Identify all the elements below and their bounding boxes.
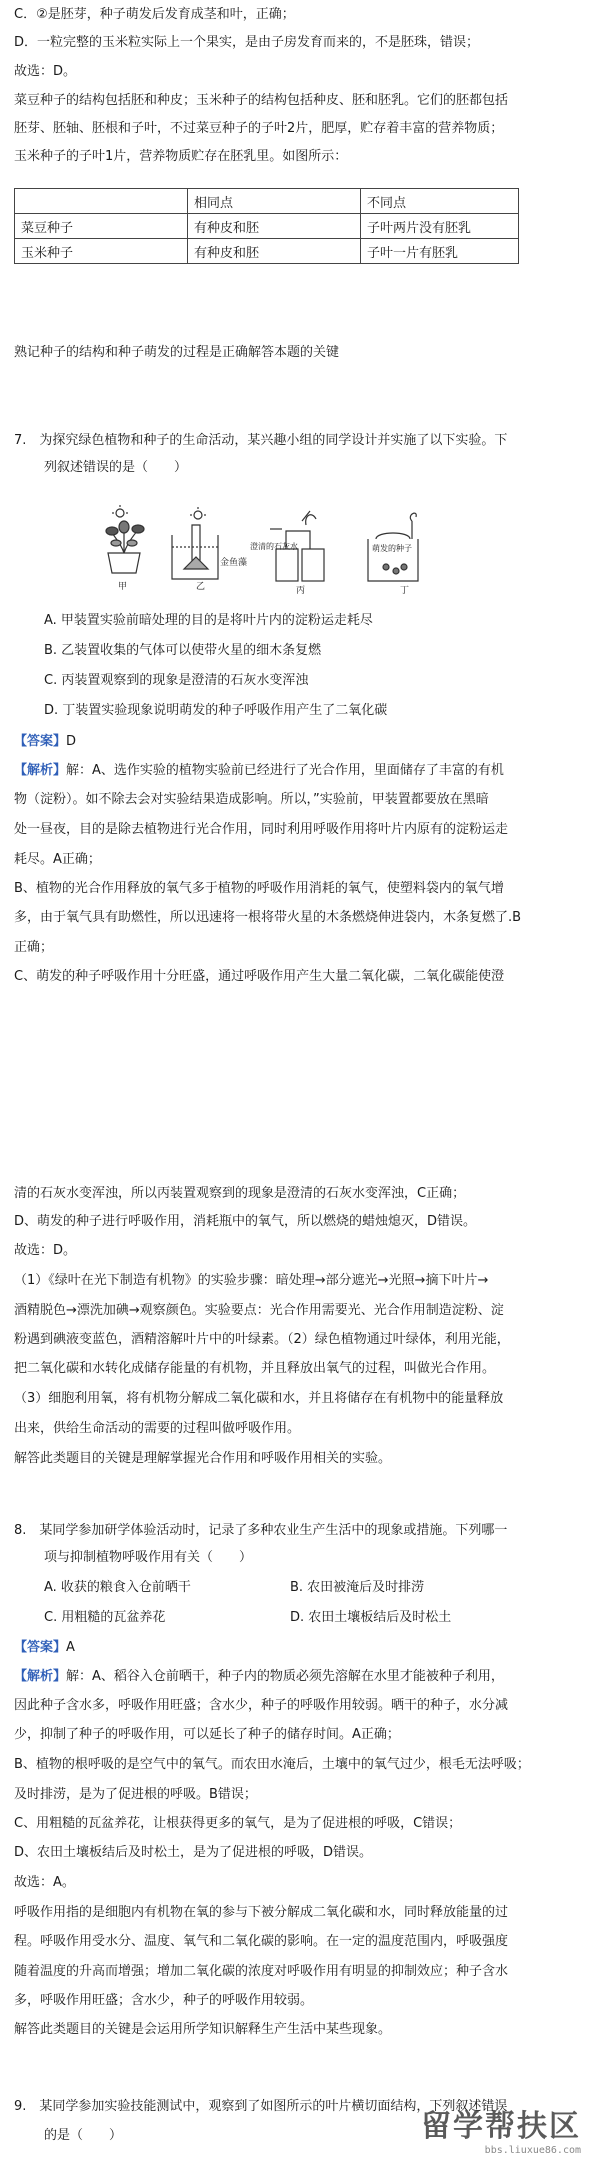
table-cell: 菜豆种子 — [15, 214, 188, 239]
analysis-line: 多，由于氧气具有助燃性，所以迅速将一根将带火星的木条燃烧伸进袋内，木条复燃了.B — [14, 910, 522, 925]
analysis-line: 程。呼吸作用受水分、温度、氧气和二氧化碳的影响。在一定的温度范围内，呼吸强度 — [14, 1934, 509, 1949]
key-point: 解答此类题目的关键是会运用所学知识解释生产生活中某些现象。 — [14, 2022, 392, 2037]
analysis-line — [14, 1668, 504, 1686]
option-c: C. 用粗糙的瓦盆养花 — [44, 1610, 166, 1625]
analysis-line: C、用粗糙的瓦盆养花，让根获得更多的氧气，是为了促进根的呼吸，C错误； — [14, 1816, 462, 1831]
figure-label-jia: 甲 — [118, 582, 128, 592]
site-watermark — [421, 2101, 581, 2156]
option-d: D. 丁装置实验现象说明萌发的种子呼吸作用产生了二氧化碳 — [44, 703, 388, 718]
text-line: 菜豆种子的结构包括胚和种皮；玉米种子的结构包括种皮、胚和胚乳。它们的胚都包括 — [14, 93, 509, 108]
analysis-tag: 【解析】 — [14, 1669, 67, 1684]
option-b: B. 农田被淹后及时排涝 — [290, 1580, 425, 1595]
answer-tag: 【答案】 — [14, 1640, 67, 1655]
question-stem: 列叙述错误的是（ ） — [44, 460, 188, 475]
analysis-line: 酒精脱色→漂洗加碘→观察颜色。实验要点：光合作用需要光、光合作用制造淀粉、淀 — [14, 1303, 504, 1318]
table-header-cell: 不同点 — [361, 189, 519, 214]
table-cell: 子叶两片没有胚乳 — [361, 214, 519, 239]
text-line: 胚芽、胚轴、胚根和子叶，不过菜豆种子的子叶2片，肥厚，贮存着丰富的营养物质； — [14, 121, 504, 136]
seed-comparison-table — [14, 188, 519, 264]
question-stem: 8. 某同学参加研学体验活动时，记录了多种农业生产生活中的现象或措施。下列哪一 — [14, 1523, 508, 1538]
key-point: 解答此类题目的关键是理解掌握光合作用和呼吸作用相关的实验。 — [14, 1451, 392, 1466]
analysis-line: 随着温度的升高而增强；增加二氧化碳的浓度对呼吸作用有明显的抑制效应；种子含水 — [14, 1964, 509, 1979]
option-c: C. 丙装置观察到的现象是澄清的石灰水变浑浊 — [44, 673, 309, 688]
analysis-text: 解：A、选作实验的植物实验前已经进行了光合作用，里面储存了丰富的有机 — [66, 763, 504, 778]
question-stem: 的是（ ） — [44, 2128, 123, 2143]
analysis-line: 处一昼夜，目的是除去植物进行光合作用，同时利用呼吸作用将叶片内原有的淀粉运走 — [14, 822, 509, 837]
figure-label-bing: 丙 — [296, 586, 306, 595]
text-line: D．一粒完整的玉米粒实际上一个果实，是由子房发育而来的，不是胚珠，错误； — [14, 35, 480, 50]
setup-yi — [172, 507, 218, 579]
analysis-line: 呼吸作用指的是细胞内有机物在氧的参与下被分解成二氧化碳和水，同时释放能量的过 — [14, 1905, 509, 1920]
figure-label-limewater: 澄清的石灰水 — [250, 542, 298, 551]
text-line: C．②是胚芽，种子萌发后发育成茎和叶，正确； — [14, 7, 295, 22]
analysis-tag: 【解析】 — [14, 763, 67, 778]
analysis-line: （1）《绿叶在光下制造有机物》的实验步骤：暗处理→部分遮光→光照→摘下叶片→ — [14, 1273, 489, 1288]
key-point: 熟记种子的结构和种子萌发的过程是正确解答本题的关键 — [14, 345, 340, 360]
figure-label-yi: 乙 — [196, 582, 206, 592]
answer-line — [14, 1639, 75, 1657]
table-header-cell — [15, 189, 188, 214]
figure-label-ding: 丁 — [400, 586, 410, 595]
analysis-line: 故选：D。 — [14, 1243, 77, 1258]
answer-line — [14, 733, 76, 751]
analysis-text: 解：A、稻谷入仓前晒干，种子内的物质必须先溶解在水里才能被种子利用， — [66, 1669, 504, 1684]
text-line: 故选：D。 — [14, 64, 77, 79]
table-cell: 有种皮和胚 — [188, 239, 361, 264]
analysis-line: 及时排涝，是为了促进根的呼吸。B错误； — [14, 1787, 257, 1802]
experiment-figure — [100, 505, 460, 595]
watermark-logo-text: 留学帮扶区 — [421, 2109, 581, 2144]
analysis-line: （3）细胞利用氧，将有机物分解成二氧化碳和水，并且将储存在有机物中的能量释放 — [14, 1391, 504, 1406]
analysis-line: 出来，供给生命活动的需要的过程叫做呼吸作用。 — [14, 1421, 301, 1436]
table-cell: 有种皮和胚 — [188, 214, 361, 239]
question-stem: 项与抑制植物呼吸作用有关（ ） — [44, 1550, 253, 1565]
analysis-line: 把二氧化碳和水转化成储存能量的有机物，并且释放出氧气的过程，叫做光合作用。 — [14, 1361, 496, 1376]
analysis-line: 物（淀粉）。如不除去会对实验结果造成影响。所以，”实验前，甲装置都要放在黑暗 — [14, 792, 489, 807]
analysis-line: B、植物的根呼吸的是空气中的氧气。而农田水淹后，土壤中的氧气过少，根毛无法呼吸； — [14, 1757, 530, 1772]
figure-label-seeds: 萌发的种子 — [372, 544, 412, 553]
option-a: A. 收获的粮食入仓前晒干 — [44, 1580, 191, 1595]
analysis-line: D、萌发的种子进行呼吸作用，消耗瓶中的氧气，所以燃烧的蜡烛熄灭，D错误。 — [14, 1214, 477, 1229]
setup-jia — [106, 505, 144, 573]
question-stem: 7. 为探究绿色植物和种子的生命活动，某兴趣小组的同学设计并实施了以下实验。下 — [14, 433, 508, 448]
table-row — [15, 239, 519, 264]
watermark-url: bbs.liuxue86.com — [484, 2145, 581, 2156]
question-stem: 9. 某同学参加实验技能测试中，观察到了如图所示的叶片横切面结构，下列叙述错误 — [14, 2099, 508, 2114]
answer-value: A — [66, 1640, 75, 1655]
analysis-line: B、植物的光合作用释放的氧气多于植物的呼吸作用消耗的氧气，使塑料袋内的氧气增 — [14, 881, 504, 896]
analysis-line: 少，抑制了种子的呼吸作用，可以延长了种子的储存时间。A正确； — [14, 1727, 400, 1742]
analysis-line: C、萌发的种子呼吸作用十分旺盛，通过呼吸作用产生大量二氧化碳，二氧化碳能使澄 — [14, 969, 505, 984]
table-header-cell: 相同点 — [188, 189, 361, 214]
figure-label-jinyuzao: 金鱼藻 — [220, 558, 248, 568]
table-row — [15, 214, 519, 239]
analysis-line: 耗尽。A正确； — [14, 852, 101, 867]
option-d: D. 农田土壤板结后及时松土 — [290, 1610, 452, 1625]
analysis-line: 粉遇到碘液变蓝色，酒精溶解叶片中的叶绿素。（2）绿色植物通过叶绿体，利用光能， — [14, 1332, 510, 1347]
table-header-row — [15, 189, 519, 214]
analysis-line: 清的石灰水变浑浊，所以丙装置观察到的现象是澄清的石灰水变浑浊，C正确； — [14, 1186, 466, 1201]
analysis-line: 故选：A。 — [14, 1875, 75, 1890]
analysis-line: 多，呼吸作用旺盛；含水少，种子的呼吸作用较弱。 — [14, 1993, 314, 2008]
analysis-line: D、农田土壤板结后及时松土，是为了促进根的呼吸，D错误。 — [14, 1845, 373, 1860]
answer-value: D — [66, 734, 77, 749]
analysis-line — [14, 762, 504, 780]
option-b: B. 乙装置收集的气体可以使带火星的细木条复燃 — [44, 643, 322, 658]
answer-tag: 【答案】 — [14, 734, 67, 749]
table-cell: 玉米种子 — [15, 239, 188, 264]
analysis-line: 正确； — [14, 940, 54, 955]
option-a: A. 甲装置实验前暗处理的目的是将叶片内的淀粉运走耗尽 — [44, 613, 373, 628]
analysis-line: 因此种子含水多，呼吸作用旺盛；含水少，种子的呼吸作用较弱。晒干的种子，水分减 — [14, 1698, 509, 1713]
table-cell: 子叶一片有胚乳 — [361, 239, 519, 264]
text-line: 玉米种子的子叶1片，营养物质贮存在胚乳里。如图所示： — [14, 149, 348, 164]
